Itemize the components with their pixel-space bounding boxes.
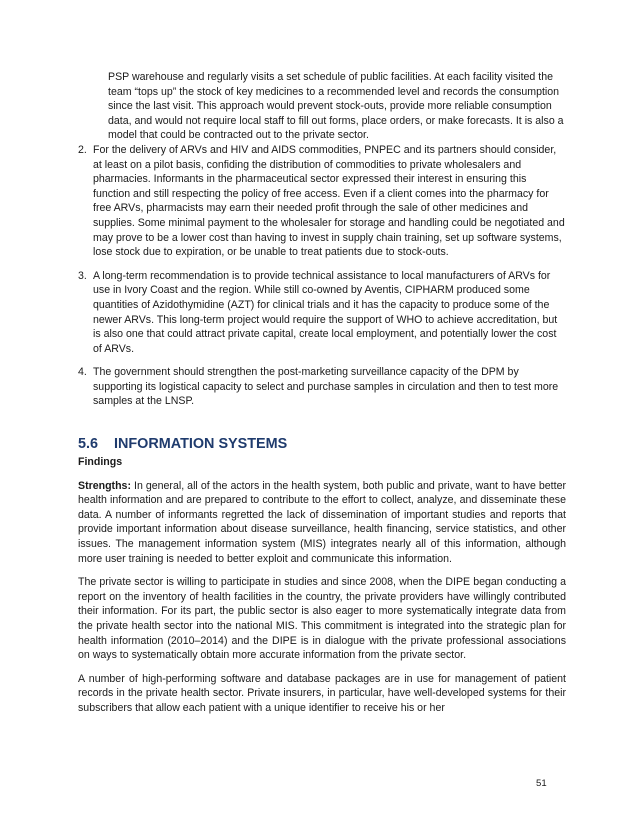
list-item	[78, 365, 566, 409]
section-heading	[78, 435, 566, 453]
continuation-paragraph: PSP warehouse and regularly visits a set schedule of public facilities. At each facility visited the team “tops up” the stock of key medicines to a recommended level and records the consumption since the last visit. This approach would prevent stock-outs, provide more reliable consumption data, and would not require local staff to fill out forms, place orders, or make forecasts. It is also a model that could be contracted out to the private sector.	[108, 71, 564, 142]
paragraph: A number of high-performing software and database packages are in use for management of patient records in the private health sector. Private insurers, in particular, have well-developed systems for their subscribers that allow each patient with a unique identifier to receive his or her	[78, 672, 566, 714]
list-item	[78, 269, 566, 357]
subheading: Findings	[78, 456, 123, 469]
strengths-label: Strengths:	[78, 479, 131, 492]
strengths-paragraph	[78, 479, 566, 567]
page-number: 51	[536, 778, 547, 789]
list-item	[78, 143, 566, 260]
list-text: A long-term recommendation is to provide technical assistance to local manufacturers of ARVs for use in Ivory Coast and the region. While still co-owned by Aventis, CIPHARM produced some quantities of Azidothymidine (AZT) for clinical trials and it has the capacity to produce some of the newer ARVs. This long-term project would require the support of WHO to achieve accreditation, but is also one that could attract private capital, create local employment, and potentially lower the cost of ARVs.	[93, 269, 558, 355]
strengths-text: In general, all of the actors in the health system, both public and private, want to have better health information and are prepared to contribute to the effort to collect, analyze, and disseminate these data. A number of informants regretted the lack of dissemination of important studies and reports that provide important information about disease surveillance, health financing, service statistics, and other issues. The management information system (MIS) integrates nearly all of this information, although more user training is needed to better exploit and communicate this information.	[78, 479, 566, 565]
list-text: For the delivery of ARVs and HIV and AIDS commodities, PNPEC and its partners should consider, at least on a pilot basis, confiding the distribution of commodities to private wholesalers and pharmacies. Informants in the pharmaceutical sector expressed their interest in ensuring this function and still respecting the policy of free access. Even if a client comes into the pharmacy for free ARVs, pharmacists may earn their needed profit through the sale of other medicines and supplies. Some minimal payment to the wholesaler for storage and handling could be negotiated and may prove to be a lower cost than having to invest in supply chain training, set up software systems, lose stock due to expiration, or be unable to treat patients due to stock-outs.	[93, 143, 565, 259]
section-number: 5.6	[78, 436, 99, 453]
list-number: 3.	[78, 269, 87, 282]
list-text: The government should strengthen the post-marketing surveillance capacity of the DPM by supporting its logistical capacity to select and purchase samples in circulation and then to test more samples at the LNSP.	[93, 366, 559, 408]
section-title: INFORMATION SYSTEMS	[114, 436, 288, 453]
list-number: 2.	[78, 143, 87, 156]
paragraph: The private sector is willing to participate in studies and since 2008, when the DIPE began conducting a report on the inventory of health facilities in the country, the private providers have willingly contributed their information. For its part, the public sector is also eager to more systematically integrate data from the private health sector into the national MIS. This commitment is integrated into the strategic plan for health information (2010–2014) and the DIPE is in dialogue with the private professional associations on ways to systematically obtain more accurate information from the private sector.	[78, 576, 566, 662]
list-number: 4.	[78, 366, 87, 379]
document-page	[78, 70, 566, 716]
